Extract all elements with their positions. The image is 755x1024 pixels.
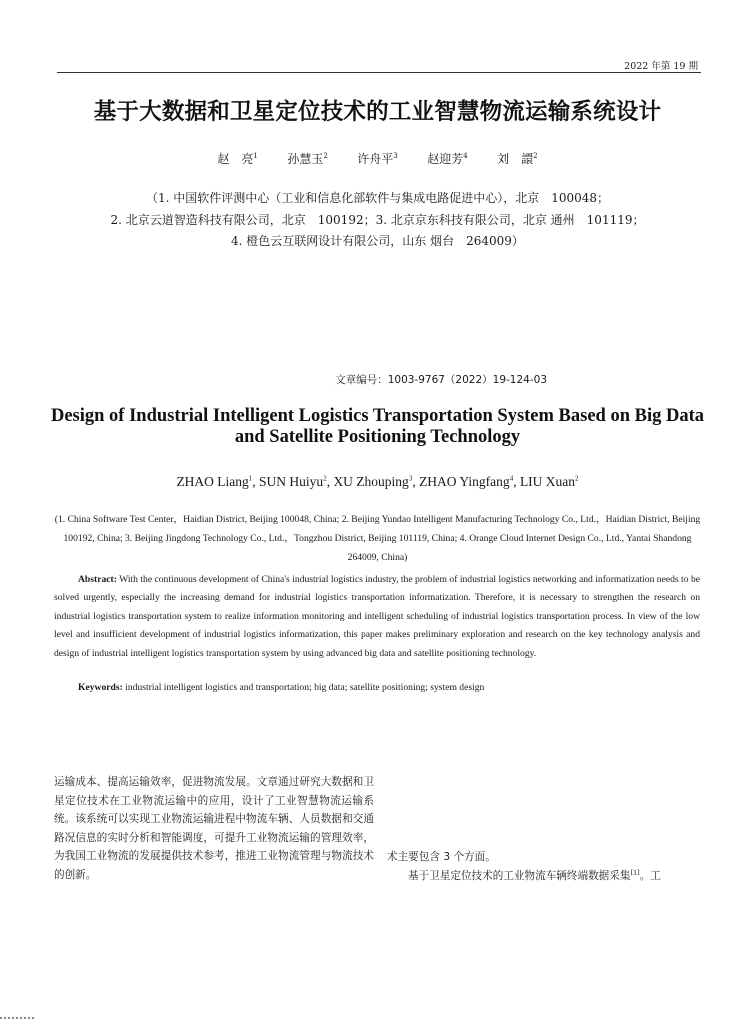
paper-title-cn: 基于大数据和卫星定位技术的工业智慧物流运输系统设计	[93, 99, 662, 125]
article-number: 文章编号：1003-9767（2022）19-124-03	[335, 374, 547, 386]
paper-title-en: Design of Industrial Intelligent Logistics Transportation System Based on Big Data and Satellite Positioning Technology	[50, 406, 705, 447]
abstract-text: With the continuous development of China's industrial logistics industry, the problem of industrial logistics networking and informatization needs to be solved urgently, especially the increasing demand for industrial logistics transportation informatization. Therefore, it is necessary to strengthen the research on industrial logistics transportation system to realize information monitoring and intelligent scheduling of industrial logistics transportation process. In view of the low level and insufficient development of industrial logistics informatization, this paper makes preliminary exploration and research on the key technology analysis and design of industrial intelligent logistics transportation system by using advanced big data and satellite positioning technology.	[54, 574, 700, 659]
affiliation-line: 4. 橙色云互联网设计有限公司，山东 烟台 264009）	[231, 234, 524, 248]
author-en: ZHAO Yingfang$^4$	[419, 474, 514, 489]
body-right-paragraph: 基于卫星定位技术的工业物流车辆终端数据采集[1]。工	[408, 868, 661, 882]
abstract-label: Abstract:	[78, 574, 117, 585]
keywords	[78, 682, 700, 693]
author-en: LIU Xuan$^2$	[519, 474, 579, 489]
author-cn: 许舟平$^3$	[357, 152, 398, 166]
abstract	[54, 571, 700, 663]
body-column-left: 运输成本、提高运输效率，促进物流发展。文章通过研究大数据和卫星定位技术在工业物流运输中的应用，设计了工业智慧物流运输系统。该系统可以实现工业物流运输进程中物流车辆、人员数据和交通路况信息的实时分析和智能调度，可提升工业物流运输的管理效率，为我国工业物流的发展提供技术参考，推进工业物流管理与物流技术的创新。	[54, 776, 374, 881]
author-cn: 孙慧玉$^2$	[287, 152, 328, 166]
author-en: SUN Huiyu$^2$	[259, 474, 327, 489]
author-cn: 赵迎芳$^4$	[427, 152, 468, 166]
author-en: XU Zhouping$^3$	[333, 474, 413, 489]
affiliation-line: 2. 北京云道智造科技有限公司，北京 100192；3. 北京京东科技有限公司，北京 通州 101119；	[110, 212, 645, 227]
affiliation-line: （1. 中国软件评测中心（工业和信息化部软件与集成电路促进中心），北京 100048；	[145, 191, 610, 205]
affiliations-cn	[40, 188, 715, 253]
reference-marker: [1]	[630, 868, 640, 877]
affiliations-en: (1. China Software Test Center，Haidian District, Beijing 100048, China; 2. Beijing Yundao Intelligent Manufacturing Technology Co., Ltd.，Haidian District, Beijing 100192, China; 3. Beijing Jingdong Technology Co., Ltd.，Tongzhou District, Beijing 101119, China; 4. Orange Cloud Internet Design Co., Ltd., Yantai Shandong 264009, China)	[54, 514, 701, 563]
issue-label: 2022 年第 19 期	[624, 61, 698, 72]
page-corner-mark	[0, 1017, 34, 1019]
author-en: ZHAO Liang$^1$	[176, 474, 253, 489]
authors-en: ZHAO Liang$^1$, SUN Huiyu$^2$, XU Zhouping$^3$, ZHAO Yingfang$^4$, LIU Xuan$^2$	[176, 474, 579, 489]
keywords-label: Keywords:	[78, 682, 123, 693]
body-right-line: 术主要包含 3 个方面。	[387, 851, 496, 863]
keywords-text: industrial intelligent logistics and transportation; big data; satellite positioning; system design	[125, 682, 485, 693]
author-cn: 刘 譞$^2$	[497, 152, 538, 166]
body-column-right	[387, 848, 702, 885]
authors-cn	[0, 150, 755, 167]
header-rule	[57, 72, 701, 73]
author-cn: 赵 亮$^1$	[217, 152, 258, 166]
